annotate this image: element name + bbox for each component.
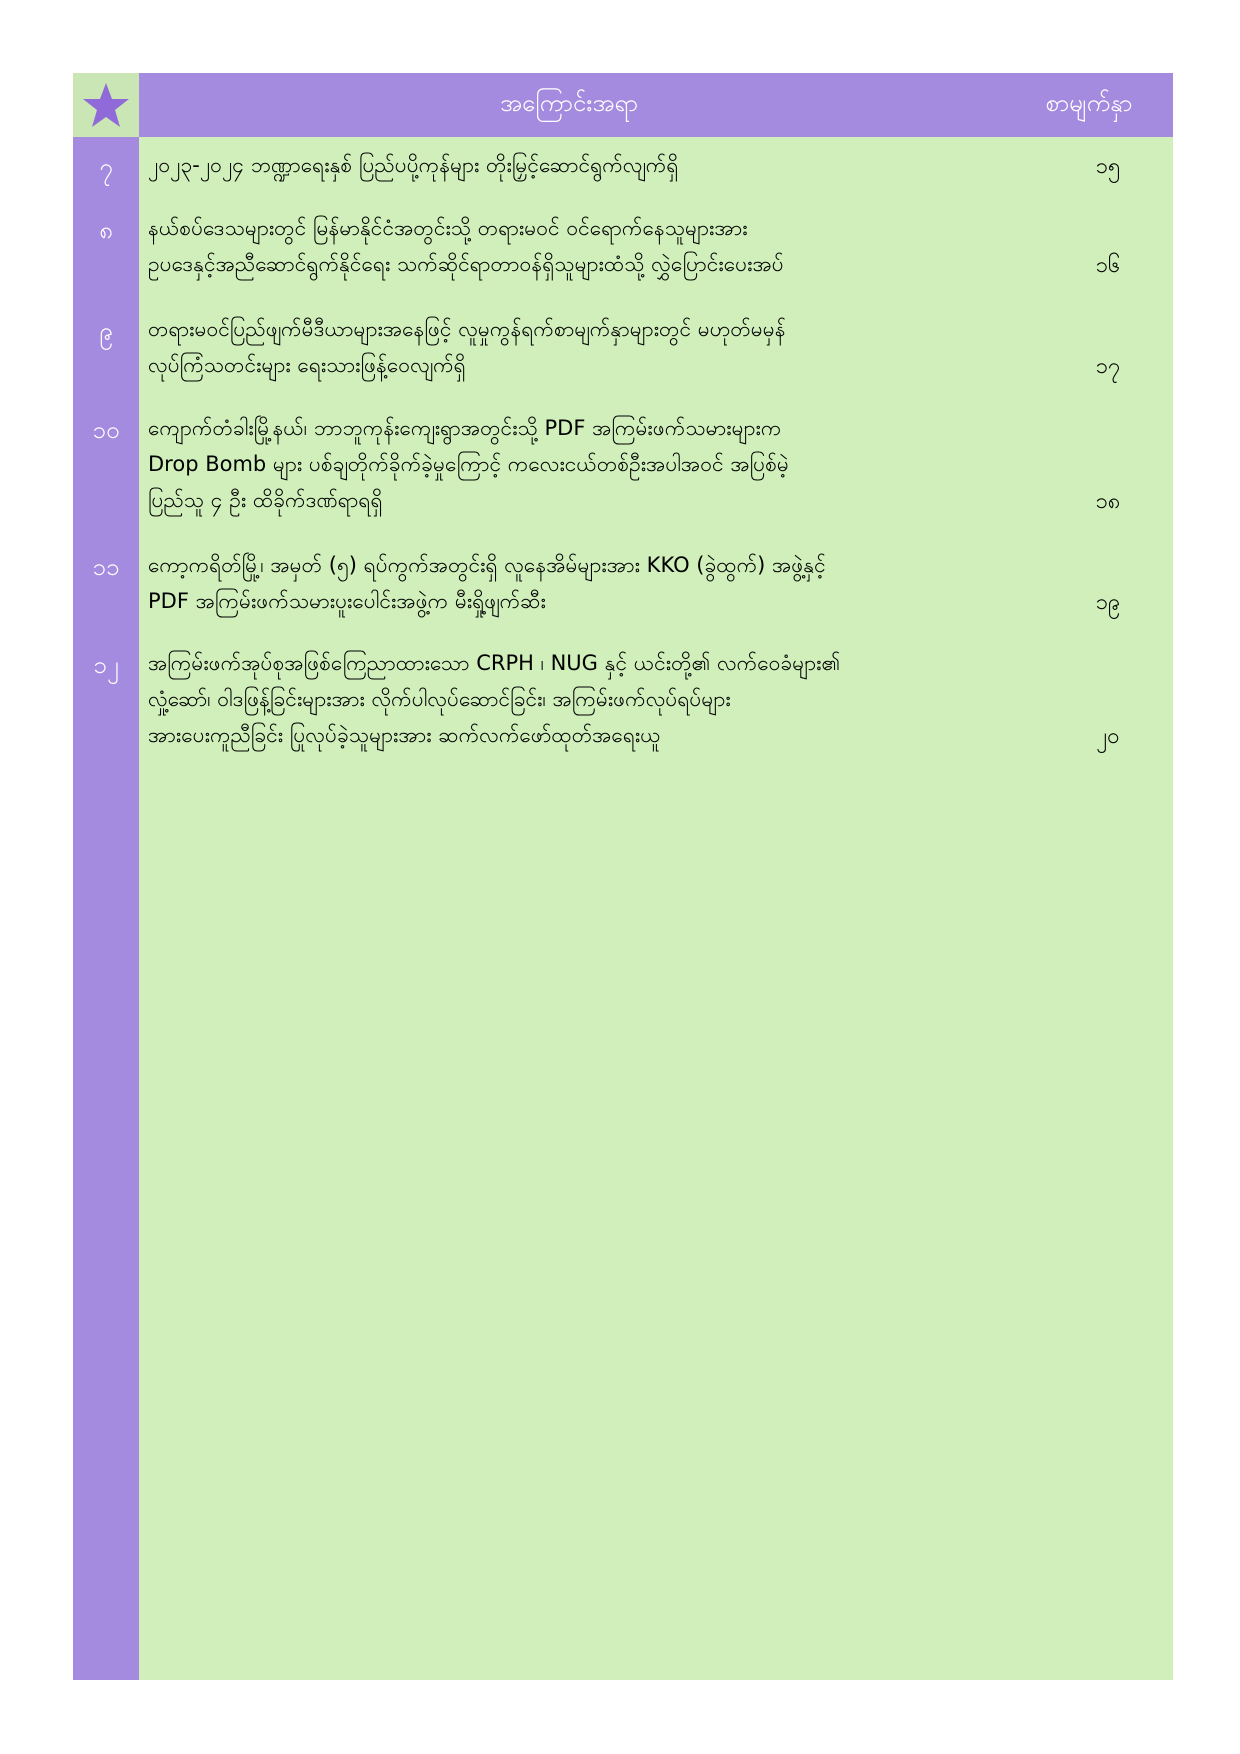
toc-entry-6[interactable] xyxy=(73,645,1173,761)
entry-title: နယ်စပ်ဒေသများတွင် မြန်မာနိုင်ငံအတွင်းသို့ တရားမဝင် ဝင်ရောက်နေသူများအား ဥပဒေနှင့်အညီဆောင်ရွက်နိုင်ရေး သက်ဆိုင်ရာတာဝန်ရှိသူများထံသို့ လွှဲပြောင်းပေးအပ် xyxy=(148,216,784,276)
entry-page: ၁၇ xyxy=(1095,354,1121,379)
entry-title: ကော့ကရိတ်မြို့၊ အမှတ် (၅) ရပ်ကွက်အတွင်းရှိ လူနေအိမ်များအား KKO (ခွဲထွက်) အဖွဲ့နှင့် PDF အကြမ်းဖက်သမားပူးပေါင်းအဖွဲ့က မီးရှို့ဖျက်ဆီး xyxy=(148,553,826,613)
toc-entry-5[interactable] xyxy=(73,547,1173,627)
entry-page: ၁၆ xyxy=(1095,253,1121,278)
entry-number: ၉ xyxy=(99,317,113,345)
star-cell xyxy=(73,73,139,137)
entry-page: ၂၀ xyxy=(1096,724,1120,749)
entry-number: ၁၂ xyxy=(93,651,119,679)
entry-number: ၁၀ xyxy=(92,416,120,444)
table-of-contents xyxy=(73,73,1173,1680)
contents-heading: အကြောင်းအရာ xyxy=(500,89,638,117)
entry-title: တရားမဝင်ပြည်ဖျက်မီဒီယာများအနေဖြင့် လူမှုကွန်ရက်စာမျက်နှာများတွင် မဟုတ်မမှန် လုပ်ကြံသတင်းများ ရေးသားဖြန့်ဝေလျက်ရှိ xyxy=(148,317,786,377)
entry-title: ၂၀၂၃-၂၀၂၄ ဘဏ္ဍာရေးနှစ် ပြည်ပပို့ကုန်များ တိုးမြှင့်ဆောင်ရွက်လျက်ရှိ xyxy=(148,153,679,177)
entry-page: ၁၉ xyxy=(1095,590,1121,615)
toc-entry-2[interactable] xyxy=(73,210,1173,290)
star-icon xyxy=(81,81,131,129)
toc-entry-4[interactable] xyxy=(73,410,1173,526)
entry-title: ကျောက်တံခါးမြို့နယ်၊ ဘာဘူကုန်းကျေးရွာအတွင်းသို့ PDF အကြမ်းဖက်သမားများက Drop Bomb များ ပစ်ချတိုက်ခိုက်ခဲ့မှုကြောင့် ကလေးငယ်တစ်ဦးအပါအဝင် အပြစ်မဲ့ ပြည်သူ ၄ ဦး ထိခိုက်ဒဏ်ရာရရှိ xyxy=(148,416,789,512)
entry-number: ၇ xyxy=(99,153,113,181)
entry-number: ၁၁ xyxy=(92,553,120,581)
entry-page: ၁၈ xyxy=(1095,489,1121,514)
toc-entry-1[interactable] xyxy=(73,147,1173,191)
toc-entry-3[interactable] xyxy=(73,311,1173,391)
entry-title: အကြမ်းဖက်အုပ်စုအဖြစ်ကြေညာထားသော CRPH ၊ NUG နှင့် ယင်းတို့၏ လက်ဝေခံများ၏ လှုံ့ဆော်၊ ဝါဒဖြန့်ခြင်းများအား လိုက်ပါလုပ်ဆောင်ခြင်း၊ အကြမ်းဖက်လုပ်ရပ်များ အားပေးကူညီခြင်း ပြုလုပ်ခဲ့သူများအား ဆက်လက်ဖော်ထုတ်အရေးယူ xyxy=(148,651,841,747)
entry-page: ၁၅ xyxy=(1095,154,1121,179)
entry-number: ၈ xyxy=(99,216,113,244)
page-column-heading: စာမျက်နှာ xyxy=(1045,89,1133,117)
